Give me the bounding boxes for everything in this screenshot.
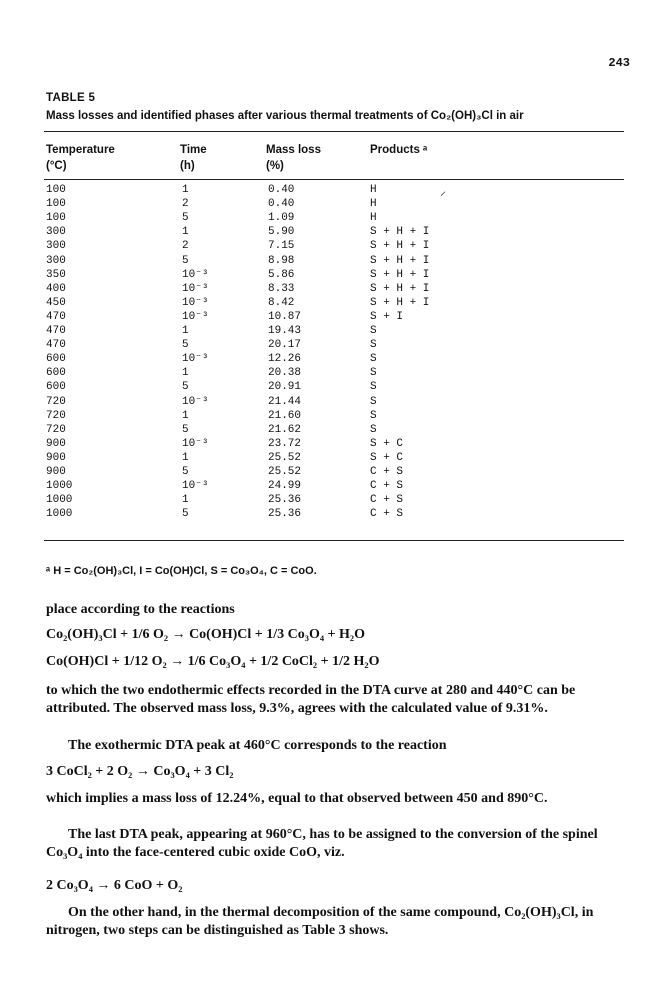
cell-products: H: [370, 198, 377, 211]
header-products-label: Products ᵃ: [370, 144, 428, 156]
cell-time: 1: [182, 451, 189, 464]
table-row: [0, 508, 672, 520]
cell-mass-loss: 21.62: [268, 423, 302, 436]
cell-mass-loss: 19.43: [268, 325, 302, 337]
cell-time: 5: [182, 339, 189, 352]
table-row: [0, 381, 672, 393]
table-row: [0, 198, 672, 210]
header-time-unit: (h): [180, 160, 195, 172]
cell-time: 2: [182, 240, 189, 253]
equation-3: 3 CoCl₂ + 2 O₂ → Co₃O₄ + 3 Cl₂: [46, 764, 234, 779]
cell-mass-loss: 8.33: [268, 282, 295, 295]
cell-products: C + S: [370, 466, 404, 478]
cell-products: S + H + I: [370, 226, 430, 239]
cell-products: H: [370, 184, 377, 196]
body-paragraph-6: On the other hand, in the thermal decomposition of the same compound, Co₂(OH)₃Cl, in nitrogen, two steps can be distinguished as Table 3 shows.: [46, 905, 594, 938]
cell-time: 1: [182, 409, 189, 422]
cell-products: S: [370, 409, 377, 422]
cell-mass-loss: 7.15: [268, 240, 295, 253]
equation-4: 2 Co₃O₄ → 6 CoO + O₂: [46, 878, 183, 893]
page-number: 243: [608, 56, 630, 70]
cell-products: S: [370, 395, 377, 408]
body-paragraph-3: The exothermic DTA peak at 460°C corresponds to the reaction: [68, 738, 447, 753]
cell-products: S: [370, 325, 377, 337]
header-temperature-unit: (°C): [46, 160, 67, 172]
cell-products: H: [370, 212, 377, 225]
cell-products: S: [370, 339, 377, 352]
cell-products: S: [370, 423, 377, 436]
cell-products: S + H + I: [370, 240, 430, 253]
table-top-rule: [44, 131, 624, 132]
table-label: TABLE 5: [46, 92, 96, 104]
cell-mass-loss: 5.86: [268, 268, 295, 281]
header-time: [180, 142, 207, 174]
cell-products: S + H + I: [370, 282, 430, 295]
equation-1: Co₂(OH)₃Cl + 1/6 O₂ → Co(OH)Cl + 1/3 Co₃O₄ + H₂O: [46, 627, 365, 642]
cell-temperature: 470: [46, 339, 66, 352]
cell-temperature: 600: [46, 381, 66, 394]
cell-products: S + C: [370, 437, 404, 450]
cell-products: S + I: [370, 310, 404, 323]
cell-products: S: [370, 381, 377, 394]
cell-products: S + H + I: [370, 268, 430, 281]
cell-products: C + S: [370, 480, 404, 493]
table-row: [0, 283, 672, 295]
cell-products: C + S: [370, 508, 404, 521]
cell-time: 5: [182, 508, 189, 521]
header-mass-loss-label: Mass loss: [266, 144, 321, 156]
cell-mass-loss: 20.38: [268, 367, 302, 380]
body-paragraph-5: The last DTA peak, appearing at 960°C, has to be assigned to the conversion of the spinel Co₃O₄ into the face-centered cubic oxide CoO, viz.: [46, 827, 598, 860]
cell-mass-loss: 10.87: [268, 310, 302, 323]
cell-products: S: [370, 353, 377, 366]
cell-products: C + S: [370, 494, 404, 507]
cell-time: 10⁻³: [182, 437, 209, 450]
table-row: [0, 353, 672, 365]
table-row: [0, 438, 672, 450]
equation-2: Co(OH)Cl + 1/12 O₂ → 1/6 Co₃O₄ + 1/2 CoCl₂ + 1/2 H₂O: [46, 654, 380, 669]
table-row: [0, 367, 672, 379]
table-row: [0, 396, 672, 408]
body-paragraph-1: place according to the reactions: [46, 602, 235, 617]
cell-mass-loss: 25.52: [268, 466, 302, 478]
cell-temperature: 100: [46, 212, 66, 225]
cell-temperature: 350: [46, 268, 66, 281]
table-row: [0, 269, 672, 281]
header-mass-loss: [266, 142, 321, 174]
cell-mass-loss: 12.26: [268, 353, 302, 366]
cell-temperature: 400: [46, 282, 66, 295]
cell-temperature: 1000: [46, 508, 73, 521]
cell-products: S: [370, 367, 377, 380]
body-paragraph-4: which implies a mass loss of 12.24%, equal to that observed between 450 and 890°C.: [46, 791, 548, 806]
cell-temperature: 470: [46, 310, 66, 323]
header-temperature: [46, 142, 115, 174]
body-paragraph-2: to which the two endothermic effects recorded in the DTA curve at 280 and 440°C can be attributed. The observed mass loss, 9.3%, agrees with the calculated value of 9.31%.: [46, 683, 576, 716]
cell-temperature: 900: [46, 437, 66, 450]
header-temperature-label: Temperature: [46, 144, 115, 156]
cell-time: 5: [182, 212, 189, 225]
cell-temperature: 1000: [46, 480, 73, 493]
cell-temperature: 300: [46, 226, 66, 239]
cell-temperature: 720: [46, 423, 66, 436]
table-row: [0, 480, 672, 492]
cell-time: 2: [182, 198, 189, 211]
cell-mass-loss: 8.42: [268, 296, 295, 309]
table-bottom-rule: [44, 540, 624, 541]
table-row: [0, 424, 672, 436]
cell-temperature: 600: [46, 353, 66, 366]
cell-products: S + H + I: [370, 254, 430, 267]
cell-mass-loss: 8.98: [268, 254, 295, 267]
cell-mass-loss: 25.36: [268, 494, 302, 507]
table-row: [0, 311, 672, 323]
cell-temperature: 1000: [46, 494, 73, 507]
table-row: [0, 452, 672, 464]
cell-temperature: 900: [46, 466, 66, 478]
cell-temperature: 720: [46, 395, 66, 408]
cell-time: 10⁻³: [182, 268, 209, 281]
table-footnote: ᵃ H = Co₂(OH)₃Cl, I = Co(OH)Cl, S = Co₃O₄, C = CoO.: [46, 565, 317, 577]
cell-mass-loss: 25.36: [268, 508, 302, 521]
cell-temperature: 600: [46, 367, 66, 380]
cell-temperature: 720: [46, 409, 66, 422]
pen-mark: ⸝: [440, 184, 447, 198]
cell-time: 5: [182, 466, 189, 478]
cell-mass-loss: 0.40: [268, 198, 295, 211]
header-time-label: Time: [180, 144, 207, 156]
cell-time: 1: [182, 494, 189, 507]
cell-temperature: 900: [46, 451, 66, 464]
cell-mass-loss: 20.91: [268, 381, 302, 394]
table-row: [0, 212, 672, 224]
cell-mass-loss: 1.09: [268, 212, 295, 225]
cell-time: 10⁻³: [182, 353, 209, 366]
header-mass-loss-unit: (%): [266, 160, 284, 172]
cell-time: 10⁻³: [182, 480, 209, 493]
table-row: [0, 226, 672, 238]
table-row: [0, 184, 672, 196]
table-caption: Mass losses and identified phases after various thermal treatments of Co₂(OH)₃Cl in air: [46, 110, 524, 122]
cell-time: 10⁻³: [182, 395, 209, 408]
table-row: [0, 494, 672, 506]
cell-mass-loss: 21.44: [268, 395, 302, 408]
table-row: [0, 255, 672, 267]
cell-temperature: 470: [46, 325, 66, 337]
cell-products: S + H + I: [370, 296, 430, 309]
cell-mass-loss: 23.72: [268, 437, 302, 450]
cell-temperature: 300: [46, 240, 66, 253]
cell-mass-loss: 21.60: [268, 409, 302, 422]
cell-time: 1: [182, 367, 189, 380]
cell-mass-loss: 0.40: [268, 184, 295, 196]
cell-time: 5: [182, 423, 189, 436]
table-row: [0, 297, 672, 309]
cell-products: S + C: [370, 451, 404, 464]
cell-temperature: 450: [46, 296, 66, 309]
table-row: [0, 240, 672, 252]
cell-mass-loss: 25.52: [268, 451, 302, 464]
cell-temperature: 100: [46, 198, 66, 211]
cell-time: 10⁻³: [182, 282, 209, 295]
cell-mass-loss: 5.90: [268, 226, 295, 239]
cell-time: 5: [182, 254, 189, 267]
cell-temperature: 100: [46, 184, 66, 196]
table-header-rule: [44, 179, 624, 180]
cell-time: 10⁻³: [182, 296, 209, 309]
table-row: [0, 325, 672, 337]
cell-mass-loss: 20.17: [268, 339, 302, 352]
table-row: [0, 410, 672, 422]
table-row: [0, 339, 672, 351]
cell-time: 1: [182, 226, 189, 239]
header-products: [370, 142, 427, 158]
cell-mass-loss: 24.99: [268, 480, 302, 493]
cell-temperature: 300: [46, 254, 66, 267]
cell-time: 1: [182, 325, 189, 337]
table-row: [0, 466, 672, 478]
cell-time: 5: [182, 381, 189, 394]
cell-time: 10⁻³: [182, 310, 209, 323]
cell-time: 1: [182, 184, 189, 196]
